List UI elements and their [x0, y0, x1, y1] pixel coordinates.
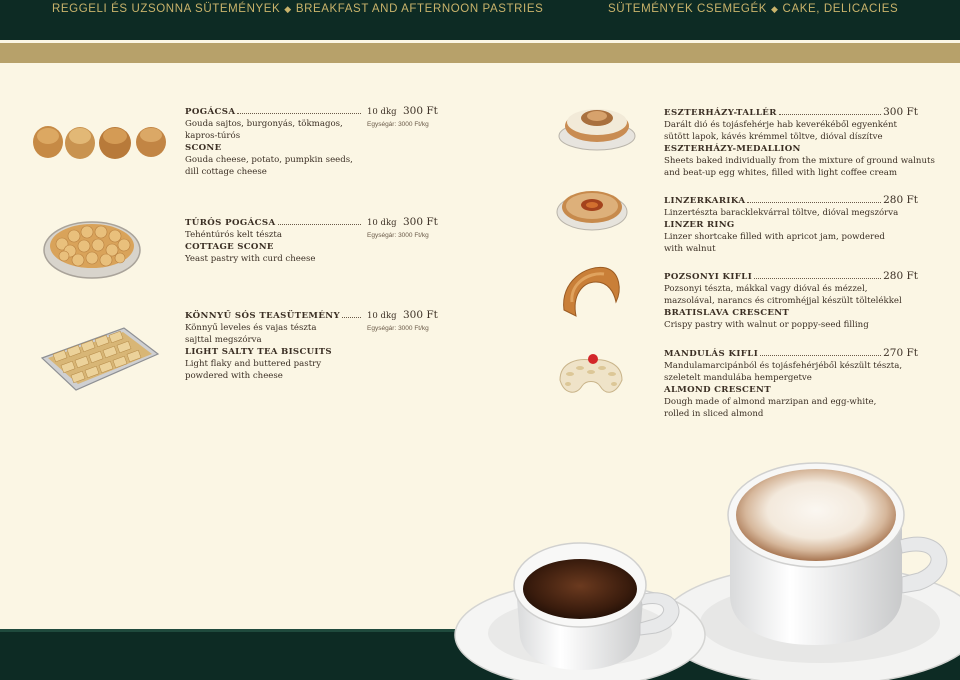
item-desc-en: Linzer shortcake filled with apricot jam, powdered [664, 232, 885, 242]
item-price: 280 Ft [883, 270, 918, 282]
basket-photo [40, 210, 144, 282]
item-title: MANDULÁS KIFLI [664, 349, 759, 359]
dot-leader [278, 224, 361, 225]
coffee-cups-photo [450, 455, 960, 680]
item-title: TÚRÓS POGÁCSA [185, 218, 276, 228]
menu-item-turos-pogacsa [185, 217, 363, 265]
item-title: KÖNNYŰ SÓS TEASÜTEMÉNY [185, 311, 341, 321]
menu-item-pozsonyi [664, 270, 918, 331]
item-title: POGÁCSA [185, 107, 236, 117]
scone-icon [136, 127, 166, 157]
item-desc-en: dill cottage cheese [185, 167, 267, 177]
item-unit-price: Egységár: 3000 Ft/kg [367, 232, 429, 239]
item-price: 270 Ft [883, 347, 918, 359]
scone-icon [33, 126, 63, 158]
item-desc-hu: Mandulamarcipánból és tojásfehérjéből készült tészta, [664, 361, 903, 371]
dot-leader [760, 355, 881, 356]
item-unit-price: Egységár: 3000 Ft/kg [367, 325, 429, 332]
item-qty-price [367, 309, 438, 321]
item-desc-en: Sheets baked individually from the mixture of ground walnuts [664, 156, 935, 166]
item-qty-price [367, 105, 438, 117]
menu-item-teasutemeny [185, 310, 363, 382]
item-title: LINZERKARIKA [664, 196, 746, 206]
item-desc-en: with walnut [664, 244, 716, 254]
item-title-en: ESZTERHÁZY-MEDALLION [664, 144, 801, 154]
item-desc-hu: Könnyű leveles és vajas tészta [185, 323, 317, 333]
item-price: 280 Ft [883, 194, 918, 206]
almond-crescent-photo [556, 350, 626, 402]
menu-item-linzer [664, 194, 918, 255]
item-price: 300 Ft [883, 106, 918, 118]
item-desc-hu: Linzertészta baracklekvárral töltve, dióval megszórva [664, 208, 899, 218]
item-qty-price [367, 216, 438, 228]
linzer-ring-photo [554, 184, 630, 234]
item-title-en: BRATISLAVA CRESCENT [664, 308, 790, 318]
scone-icon [99, 127, 131, 159]
item-desc-hu: Tehéntúrós kelt tészta [185, 230, 282, 240]
header-right-en: CAKE, DELICACIES [782, 3, 899, 15]
item-desc-hu: Darált dió és tojásfehérje hab keverékéből egyenként [664, 120, 897, 130]
item-desc-en: and beat-up egg whites, filled with light coffee cream [664, 168, 897, 178]
biscuit-tray-photo [38, 324, 162, 396]
item-desc-hu: Gouda sajtos, burgonyás, tökmagos, [185, 119, 343, 129]
dot-leader [237, 113, 361, 114]
item-desc-hu: szeletelt mandulába hempergetve [664, 373, 812, 383]
menu-item-mandulas [664, 347, 918, 420]
espresso-cup-icon [455, 543, 705, 680]
item-price: 300 Ft [403, 309, 438, 321]
item-title: ESZTERHÁZY-TALLÉR [664, 108, 777, 118]
item-desc-en: Crispy pastry with walnut or poppy-seed filling [664, 320, 869, 330]
item-desc-hu: Pozsonyi tészta, mákkal vagy dióval és mézzel, [664, 284, 868, 294]
item-desc-hu: mazsolával, narancs és citromhéjjal készült töltelékkel [664, 296, 902, 306]
item-desc-en: Gouda cheese, potato, pumpkin seeds, [185, 155, 353, 165]
item-price: 300 Ft [403, 216, 438, 228]
gold-band [0, 43, 960, 63]
item-qty: 10 dkg [367, 311, 397, 321]
diamond-separator: ◆ [284, 4, 292, 14]
scones-photo [30, 120, 170, 164]
item-desc-hu: kapros-túrós [185, 131, 241, 141]
item-desc-en: Light flaky and buttered pastry [185, 359, 322, 369]
item-desc-en: powdered with cheese [185, 371, 283, 381]
header-right [608, 3, 898, 15]
item-title-en: SCONE [185, 143, 222, 153]
item-desc-en: Yeast pastry with curd cheese [185, 254, 316, 264]
diamond-separator: ◆ [771, 4, 779, 14]
header-left-hu: REGGELI ÉS UZSONNA SÜTEMÉNYEK [52, 3, 281, 15]
dot-leader [342, 317, 361, 318]
dot-leader [747, 202, 881, 203]
item-qty: 10 dkg [367, 218, 397, 228]
item-price: 300 Ft [403, 105, 438, 117]
item-desc-en: rolled in sliced almond [664, 409, 764, 419]
item-desc-hu: sajttal megszórva [185, 335, 262, 345]
cappuccino-cup-icon [660, 463, 960, 680]
top-banner [0, 0, 960, 40]
item-unit-price: Egységár: 3000 Ft/kg [367, 121, 429, 128]
item-desc-hu: sütött lapok, kávés krémmel töltve, dióval díszítve [664, 132, 883, 142]
item-title-en: LINZER RING [664, 220, 735, 230]
dot-leader [754, 278, 881, 279]
medallion-photo [556, 100, 638, 156]
dot-leader [779, 114, 881, 115]
item-desc-en: Dough made of almond marzipan and egg-white, [664, 397, 877, 407]
item-title-en: ALMOND CRESCENT [664, 385, 771, 395]
item-title-en: COTTAGE SCONE [185, 242, 274, 252]
header-left [52, 3, 543, 15]
header-right-hu: SÜTEMÉNYEK CSEMEGÉK [608, 3, 768, 15]
scone-icon [65, 127, 95, 159]
item-title-en: LIGHT SALTY TEA BISCUITS [185, 347, 332, 357]
header-left-en: BREAKFAST AND AFTERNOON PASTRIES [295, 3, 544, 15]
item-title: POZSONYI KIFLI [664, 272, 753, 282]
menu-item-pogacsa [185, 106, 363, 178]
menu-item-eszterhazy [664, 106, 935, 179]
item-qty: 10 dkg [367, 107, 397, 117]
crescent-photo [558, 262, 624, 320]
